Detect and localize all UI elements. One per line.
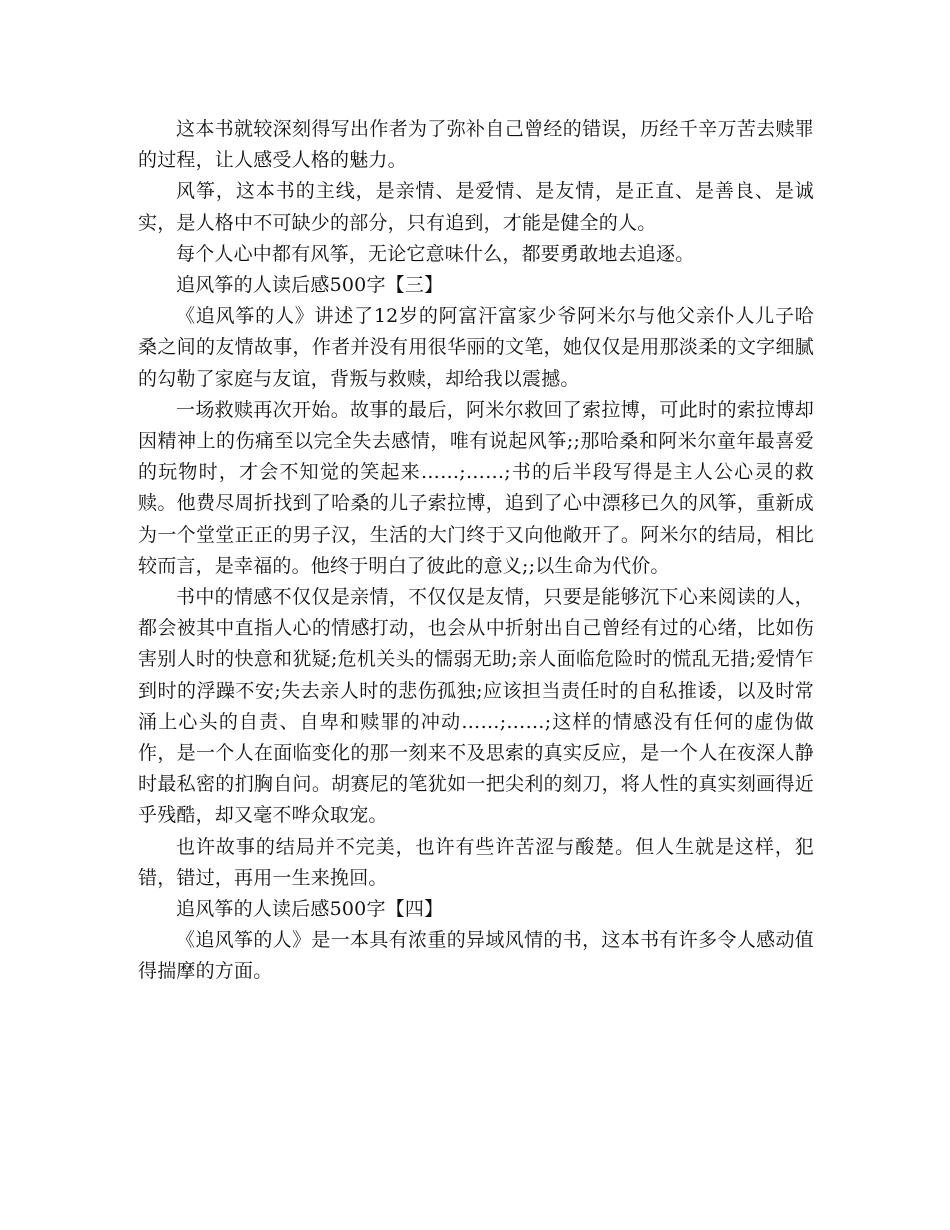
paragraph-exotic-book: 《追风筝的人》是一本具有浓重的异域风情的书，这本书有许多令人感动值得揣摩的方面。: [138, 929, 814, 983]
paragraph-emotions: 书中的情感不仅仅是亲情，不仅仅是友情，只要是能够沉下心来阅读的人，都会被其中直指人心的情感打动，也会从中折射出自己曾经有过的心绪，比如伤害别人时的快意和犹疑;危机关头的懦弱无助;亲人面临危险时的慌乱无措;爱情乍到时的浮躁不安;失去亲人时的悲伤孤独;应该担当责任时的自私推诿，以及时常涌上心头的自责、自卑和赎罪的冲动……;……;这样的情感没有任何的虚伪做作，是一个人在面临变化的那一刻来不及思索的真实反应，是一个人在夜深人静时最私密的扪胸自问。胡赛尼的笔犹如一把尖利的刻刀，将人性的真实刻画得近乎残酷，却又毫不哗众取宠。: [138, 586, 814, 827]
paragraph-pursue-kite: 每个人心中都有风筝，无论它意味什么，都要勇敢地去追逐。: [176, 242, 695, 265]
paragraph-kite-theme: 风筝，这本书的主线，是亲情、是爱情、是友情，是正直、是善良、是诚实，是人格中不可缺少的部分，只有追到，才能是健全的人。: [138, 180, 814, 234]
section-heading-four: 追风筝的人读后感500字【四】: [176, 898, 444, 921]
paragraph-atonement: 这本书就较深刻得写出作者为了弥补自己曾经的错误，历经千辛万苦去赎罪的过程，让人感受人格的魅力。: [138, 118, 814, 172]
document-body: [138, 114, 814, 988]
paragraph-redemption: 一场救赎再次开始。故事的最后，阿米尔救回了索拉博，可此时的索拉博却因精神上的伤痛至以完全失去感情，唯有说起风筝;;那哈桑和阿米尔童年最喜爱的玩物时，才会不知觉的笑起来……;……;书的后半段写得是主人公心灵的救赎。他费尽周折找到了哈桑的儿子索拉博，追到了心中漂移已久的风筝，重新成为一个堂堂正正的男子汉，生活的大门终于又向他敞开了。阿米尔的结局，相比较而言，是幸福的。他终于明白了彼此的意义;;以生命为代价。: [138, 398, 814, 577]
section-heading-three: 追风筝的人读后感500字【三】: [176, 274, 444, 297]
paragraph-ending: 也许故事的结局并不完美，也许有些许苦涩与酸楚。但人生就是这样，犯错，错过，再用一生来挽回。: [138, 835, 814, 889]
paragraph-story-summary: 《追风筝的人》讲述了12岁的阿富汗富家少爷阿米尔与他父亲仆人儿子哈桑之间的友情故事，作者并没有用很华丽的文笔，她仅仅是用那淡柔的文字细腻的勾勒了家庭与友谊，背叛与救赎，却给我以震撼。: [138, 305, 814, 390]
